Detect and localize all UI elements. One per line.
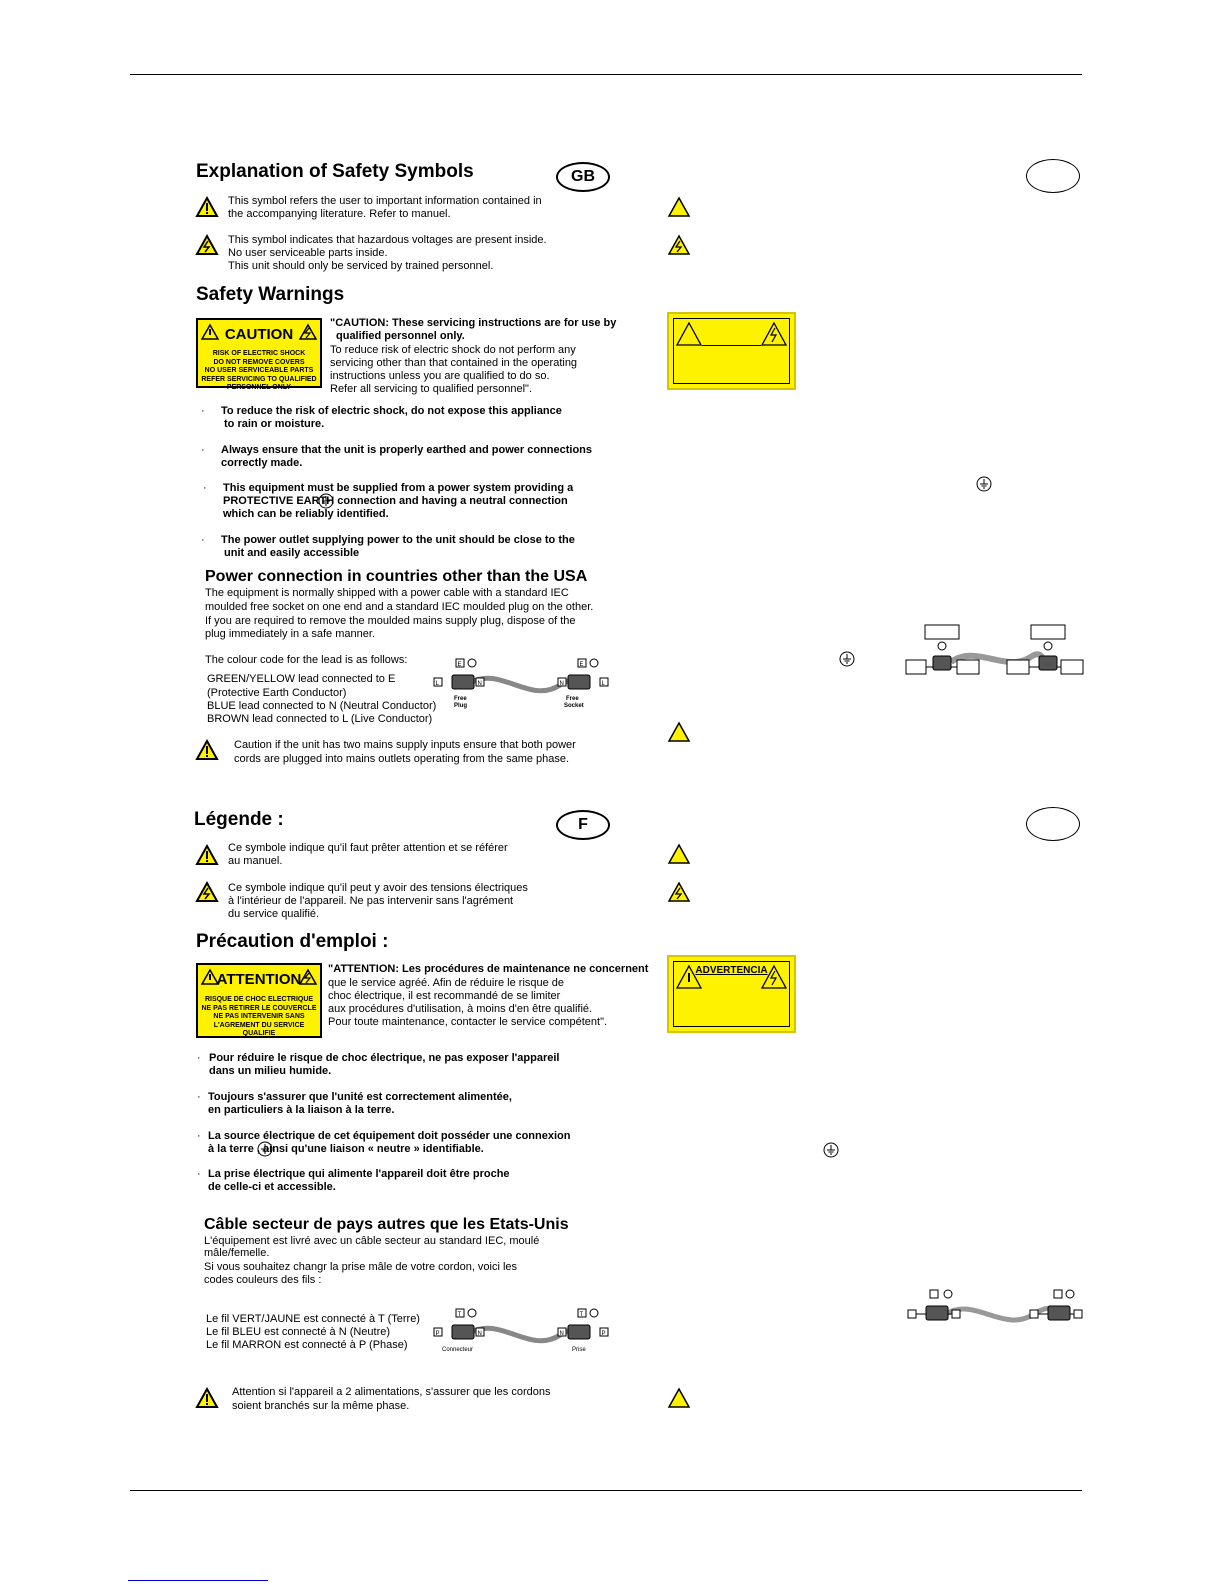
svg-text:E: E <box>457 662 462 668</box>
fr-power-text-4: codes couleurs des fils : <box>204 1274 322 1286</box>
earth-symbol-icon <box>976 476 992 492</box>
caution-line: QUALIFIE <box>242 1030 276 1037</box>
caution-line: PERSONNEL ONLY <box>226 384 292 391</box>
warning-triangle-icon <box>668 722 690 742</box>
svg-text:L: L <box>601 681 605 687</box>
caution-line: REFER SERVICING TO QUALIFIED <box>201 375 317 383</box>
gb-caution-text-4: servicing other than that contained in the operating <box>330 357 578 369</box>
fr-power-text-3: Si vous souhaitez changr la prise mâle de votre cordon, voici les <box>204 1261 518 1273</box>
gb-colour-line-4: BROWN lead connected to L (Live Conductor) <box>207 713 433 725</box>
caution-line: RISK OF ELECTRIC SHOCK <box>212 350 306 357</box>
gb-safety-panel <box>194 157 617 767</box>
fr-power-text-1: L'équipement est livré avec un câble secteur au standard IEC, moulé <box>204 1235 540 1247</box>
gb-symbol2-line3: This unit should only be serviced by trained personnel. <box>228 260 494 272</box>
fr-attention-label-title: ATTENTION <box>216 971 302 988</box>
fr-cable-diagram <box>430 1305 612 1365</box>
earth-symbol-icon <box>318 493 334 509</box>
fr-colour-line-3: Le fil MARRON est connecté à P (Phase) <box>206 1339 408 1351</box>
fr-power-title: Câble secteur de pays autres que les Etats-Unis <box>204 1216 569 1233</box>
gb-colour-line-3: BLUE lead connected to N (Neutral Conductor) <box>207 700 437 712</box>
fr-caution-final-1: Attention si l'appareil a 2 alimentations, s'assurer que les cordons <box>232 1386 551 1398</box>
gb-power-text-1: The equipment is normally shipped with a power cable with a standard IEC <box>205 587 569 599</box>
svg-text:T: T <box>579 1312 584 1318</box>
svg-text:Free: Free <box>566 696 579 702</box>
gb-badge: GB <box>556 162 610 192</box>
top-rule <box>130 74 1082 75</box>
warning-triangle-icon <box>196 197 218 217</box>
svg-text:P: P <box>601 1331 606 1337</box>
gb-caution-label <box>196 318 322 391</box>
gb-power-text-4: plug immediately in a safe manner. <box>205 628 375 640</box>
high-voltage-triangle-icon <box>196 882 218 902</box>
fr-caution-text-4: aux procédures d'utilisation, à moins d'en être qualifié. <box>328 1003 593 1015</box>
fr-caution-final-2: soient branchés sur la même phase. <box>232 1400 410 1412</box>
top-right-language-badge <box>1026 159 1080 193</box>
fr-caution-text-5: Pour toute maintenance, contacter le service compétent". <box>328 1016 608 1028</box>
gb-caution-text-2: qualified personnel only. <box>336 330 465 342</box>
fr-caution-text-1: "ATTENTION: Les procédures de maintenance ne concernent <box>328 963 649 975</box>
fr-safety-panel <box>194 805 649 1415</box>
gb-symbol1-line2: the accompanying literature. Refer to manuel. <box>228 208 451 220</box>
svg-text:N: N <box>477 1331 482 1337</box>
gb-bullet-3: · This equipment must be supplied from a power system providing a PROTECTIVE EARTH connection and having a neutral connection which can be reliably identified. <box>203 482 574 520</box>
caution-line: NO USER SERVICEABLE PARTS <box>204 367 314 374</box>
fr-colour-line-2: Le fil BLEU est connecté à N (Neutre) <box>206 1326 391 1338</box>
caution-line: RISQUE DE CHOC ELECTRIQUE <box>204 996 314 1003</box>
fr-bullet-2: · Toujours s'assurer que l'unité est correctement alimentée, en particuliers à la liaison à la terre. <box>197 1091 512 1116</box>
gb-warnings-title: Safety Warnings <box>196 284 345 305</box>
fr-attention-label <box>196 963 322 1038</box>
high-voltage-triangle-icon <box>196 235 218 255</box>
fr-symbol1-line1: Ce symbole indique qu'il faut prêter attention et se référer <box>228 842 508 854</box>
warning-triangle-icon <box>668 844 690 864</box>
bottom-rule <box>130 1490 1082 1491</box>
gb-power-title: Power connection in countries other than the USA <box>205 568 588 585</box>
svg-text:N: N <box>559 681 564 687</box>
gb-symbol1-line1: This symbol refers the user to important information contained in <box>228 195 542 207</box>
gb-caution-text-6: Refer all servicing to qualified personnel". <box>330 383 533 395</box>
fr-caution-text-2: que le service agréé. Afin de réduire le risque de <box>328 977 565 989</box>
fr-symbol2-line1: Ce symbole indique qu'il peut y avoir des tensions électriques <box>228 882 528 894</box>
svg-text:Socket: Socket <box>564 703 584 709</box>
caution-line: L'AGREMENT DU SERVICE <box>213 1021 305 1029</box>
svg-text:Free: Free <box>454 696 467 702</box>
svg-text:E: E <box>579 662 584 668</box>
fr-badge: F <box>556 810 610 840</box>
top-right-cable-diagram <box>905 624 1083 680</box>
gb-caution-label-title: CAUTION <box>224 326 294 343</box>
gb-bullet-2: · Always ensure that the unit is properly earthed and power connections correctly made. <box>201 444 593 469</box>
svg-text:Prise: Prise <box>572 1347 586 1353</box>
gb-symbol2-line1: This symbol indicates that hazardous voltages are present inside. <box>228 234 547 246</box>
fr-symbol2-line2: à l'intérieur de l'appareil. Ne pas intervenir sans l'agrément <box>228 895 514 907</box>
gb-bullet-1: · To reduce the risk of electric shock, do not expose this appliance to rain or moisture. <box>201 405 562 430</box>
fr-bullet-4: · La prise électrique qui alimente l'appareil doit être proche de celle-ci et accessible. <box>197 1168 510 1193</box>
fr-power-text-2: mâle/femelle. <box>204 1247 270 1259</box>
gb-colour-title: The colour code for the lead is as follows: <box>205 654 408 666</box>
fr-symbol2-line3: du service qualifié. <box>228 908 320 920</box>
high-voltage-triangle-icon <box>761 322 787 346</box>
gb-power-text-3: If you are required to remove the moulded mains supply plug, dispose of the <box>205 615 576 627</box>
footer-link-underline[interactable] <box>128 1580 268 1581</box>
gb-caution-final-2: cords are plugged into mains outlets operating from the same phase. <box>234 753 570 765</box>
warning-triangle-icon <box>196 740 218 760</box>
gb-caution-text-5: instructions unless you are qualified to do so. <box>330 370 550 382</box>
warning-triangle-icon <box>196 845 218 865</box>
bottom-right-language-badge <box>1026 807 1080 841</box>
bottom-right-cable-diagram <box>904 1286 1082 1336</box>
svg-text:Plug: Plug <box>454 703 467 709</box>
caution-line: NE PAS INTERVENIR SANS <box>213 1013 305 1020</box>
fr-bullet-1: · Pour réduire le risque de choc électrique, ne pas exposer l'appareil dans un milieu humide. <box>197 1052 560 1077</box>
earth-symbol-icon <box>823 1142 839 1158</box>
earth-symbol-icon <box>839 651 855 667</box>
gb-power-text-2: moulded free socket on one end and a standard IEC moulded plug on the other. <box>205 601 594 613</box>
gb-title: Explanation of Safety Symbols <box>196 161 474 182</box>
high-voltage-triangle-icon <box>668 882 690 902</box>
warning-triangle-icon <box>668 1388 690 1408</box>
fr-caution-text-3: choc électrique, il est recommandé de se limiter <box>328 990 561 1002</box>
gb-colour-line-1: GREEN/YELLOW lead connected to E <box>207 673 396 685</box>
svg-text:L: L <box>435 681 439 687</box>
fr-warnings-title: Précaution d'emploi : <box>196 931 389 952</box>
fr-colour-line-1: Le fil VERT/JAUNE est connecté à T (Terre) <box>206 1313 420 1325</box>
fr-bullet-3: · La source électrique de cet équipement doit posséder une connexion à la terre , ainsi qu'une liaison « neutre » identifiable. <box>197 1130 571 1155</box>
warning-triangle-icon <box>676 322 702 346</box>
warning-triangle-icon <box>196 1388 218 1408</box>
fr-title: Légende : <box>194 809 284 830</box>
advertencia-label <box>667 955 796 1033</box>
gb-caution-text-1: "CAUTION: These servicing instructions are for use by <box>330 317 617 329</box>
svg-text:P: P <box>435 1331 440 1337</box>
caution-line: DO NOT REMOVE COVERS <box>213 358 305 366</box>
gb-colour-line-2: (Protective Earth Conductor) <box>207 687 347 699</box>
fr-symbol1-line2: au manuel. <box>228 855 283 867</box>
high-voltage-triangle-icon <box>668 235 690 255</box>
gb-caution-label-text <box>200 350 318 393</box>
warning-triangle-icon <box>668 197 690 217</box>
caution-line: NE PAS RETIRER LE COUVERCLE <box>201 1004 317 1012</box>
svg-text:N: N <box>559 1331 564 1337</box>
fr-attention-label-text <box>200 996 318 1039</box>
gb-caution-final-1: Caution if the unit has two mains supply inputs ensure that both power <box>234 739 576 751</box>
svg-text:T: T <box>457 1312 462 1318</box>
advertencia-label-title: ADVERTENCIA <box>695 965 768 976</box>
gb-cable-diagram <box>430 655 612 721</box>
top-right-caution-label <box>667 312 796 390</box>
earth-symbol-icon <box>257 1141 273 1157</box>
gb-bullet-4: · The power outlet supplying power to the unit should be close to the unit and easily accessible <box>201 534 575 559</box>
svg-text:N: N <box>477 681 482 687</box>
svg-text:Connecteur: Connecteur <box>442 1347 474 1353</box>
gb-symbol2-line2: No user serviceable parts inside. <box>228 247 388 259</box>
gb-caution-text-3: To reduce risk of electric shock do not perform any <box>330 344 576 356</box>
